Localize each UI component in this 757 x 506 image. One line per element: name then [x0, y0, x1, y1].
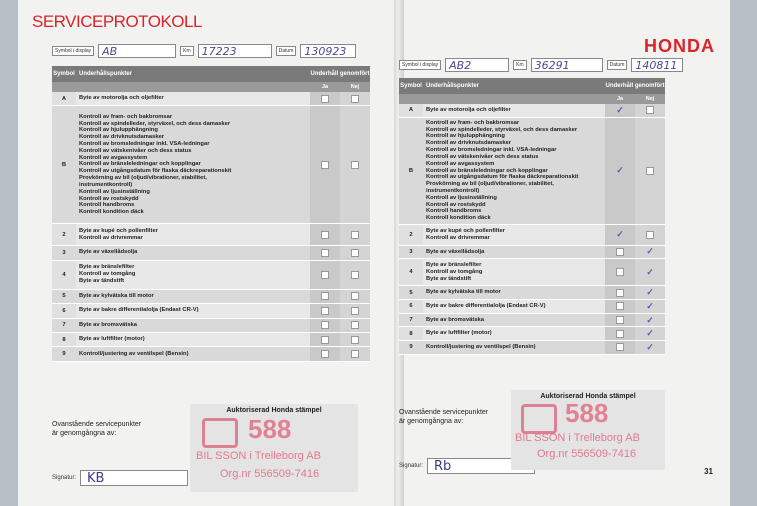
- header-items: Underhållspunkter: [79, 71, 133, 77]
- checkbox-nej[interactable]: [635, 259, 665, 285]
- table-header: [399, 78, 665, 94]
- row-symbol: A: [52, 92, 76, 105]
- symbol-label: Symbol i display: [399, 60, 441, 70]
- checkbox-nej[interactable]: [635, 104, 665, 117]
- checkbox-ja[interactable]: [605, 225, 635, 244]
- row-items: [423, 300, 605, 313]
- row-item-text: Kontroll av drivknutsdamasker: [79, 134, 165, 141]
- empty-checkbox-icon: [646, 167, 654, 175]
- header-ja: Ja: [616, 96, 624, 102]
- empty-checkbox-icon: [616, 343, 624, 351]
- table-row: [52, 319, 370, 333]
- checkbox-nej[interactable]: [340, 92, 370, 105]
- checkbox-ja[interactable]: [310, 319, 340, 332]
- row-symbol: 2: [399, 225, 423, 244]
- checkbox-nej[interactable]: [635, 225, 665, 244]
- km-label: Km: [180, 46, 194, 56]
- row-item-text: Byte av bromsvätska: [79, 321, 138, 328]
- table-subheader: [52, 82, 370, 92]
- checkbox-nej[interactable]: [635, 327, 665, 340]
- row-symbol: 3: [52, 246, 76, 259]
- empty-checkbox-icon: [616, 330, 624, 338]
- right-page: [393, 0, 723, 506]
- row-item-text: Kontroll av ljusinställning: [426, 194, 497, 201]
- row-item-text: Kontroll av bromsledningar inkl. VSA-ledningar: [79, 140, 210, 147]
- checkbox-nej[interactable]: [340, 304, 370, 317]
- row-item-text: Kontroll av utgångsdatum för flaska däckreparationskit: [426, 174, 579, 181]
- checkbox-nej[interactable]: [635, 246, 665, 259]
- footer-line2: är genomgångna av:: [52, 430, 117, 438]
- left-footer-text: [52, 420, 141, 439]
- symbol-value: AB2: [445, 58, 509, 72]
- signature-label: Signatur:: [52, 475, 77, 481]
- empty-checkbox-icon: [616, 289, 624, 297]
- footer-line2: är genomgångna av:: [399, 418, 464, 426]
- header-done: Underhåll genomfört: [310, 71, 370, 77]
- empty-checkbox-icon: [351, 336, 359, 344]
- row-item-text: Kontroll av drivremmar: [79, 234, 143, 241]
- km-value: 17223: [198, 44, 272, 58]
- row-symbol: B: [399, 118, 423, 225]
- row-symbol: 4: [52, 261, 76, 289]
- row-symbol: 6: [52, 304, 76, 317]
- check-mark-icon: ✓: [646, 246, 654, 257]
- row-symbol: 9: [52, 347, 76, 360]
- checkbox-nej[interactable]: [340, 333, 370, 346]
- left-signature: [52, 470, 188, 486]
- empty-checkbox-icon: [351, 350, 359, 358]
- row-item-text: Byte av motorolja och oljefilter: [426, 106, 511, 113]
- header-ja: Ja: [321, 84, 329, 90]
- checkbox-nej[interactable]: [340, 290, 370, 303]
- check-mark-icon: ✓: [646, 287, 654, 298]
- left-checklist-table: [52, 66, 370, 362]
- row-symbol: 5: [399, 286, 423, 299]
- signature-label: Signatur:: [399, 463, 424, 469]
- check-mark-icon: ✓: [616, 104, 624, 115]
- stamp-title: Auktoriserad Honda stämpel: [226, 407, 322, 414]
- header-nej: Nej: [350, 84, 360, 90]
- row-item-text: Kontroll av tomgång: [79, 271, 136, 278]
- honda-stamp-icon: [521, 404, 557, 434]
- row-item-text: Kontroll av tomgång: [426, 268, 483, 275]
- datum-label: Datum: [276, 46, 297, 56]
- row-item-text: Kontroll av bränsleledningar och kopplingar: [79, 161, 201, 168]
- row-items: [423, 104, 605, 117]
- row-item-text: Kontroll kondition däck: [79, 209, 144, 216]
- header-nej: Nej: [645, 96, 655, 102]
- table-row: [399, 327, 665, 341]
- empty-checkbox-icon: [351, 249, 359, 257]
- row-items: [423, 341, 605, 354]
- checkbox-nej[interactable]: [340, 347, 370, 360]
- datum-value: 130923: [300, 44, 356, 58]
- table-row: [52, 246, 370, 260]
- checkbox-ja[interactable]: [310, 224, 340, 245]
- row-item-text: Byte av luftfilter (motor): [79, 336, 145, 343]
- checkbox-nej[interactable]: [635, 286, 665, 299]
- row-item-text: Kontroll av vätskenivåer och dess status: [79, 147, 192, 154]
- row-item-text: Byte av bromsvätska: [426, 316, 485, 323]
- stamp-number: 588: [565, 398, 609, 428]
- empty-checkbox-icon: [321, 336, 329, 344]
- check-mark-icon: ✓: [646, 328, 654, 339]
- checkbox-ja[interactable]: [605, 104, 635, 117]
- row-items: [76, 304, 310, 317]
- checkbox-ja[interactable]: [310, 347, 340, 360]
- empty-checkbox-icon: [321, 231, 329, 239]
- row-item-text: Kontroll av hjulupphängning: [79, 127, 158, 134]
- right-footer-text: [399, 408, 488, 427]
- footer-line1: Ovanstående servicepunkter: [52, 421, 142, 428]
- row-item-text: instrumentkontroll): [79, 181, 133, 188]
- signature-value: KB: [80, 470, 188, 486]
- row-item-text: Byte av växellådsolja: [79, 249, 138, 256]
- checkbox-ja[interactable]: [310, 261, 340, 289]
- checkbox-nej[interactable]: [635, 314, 665, 327]
- row-item-text: instrumentkontroll): [426, 188, 480, 194]
- row-item-text: Kontroll av avgassystem: [426, 160, 495, 167]
- checkbox-ja[interactable]: [605, 286, 635, 299]
- table-row: [52, 290, 370, 304]
- checkbox-nej[interactable]: [340, 319, 370, 332]
- checkbox-ja[interactable]: [310, 106, 340, 223]
- empty-checkbox-icon: [351, 231, 359, 239]
- row-item-text: Kontroll/justering av ventilspel (Bensin): [426, 344, 536, 351]
- row-item-text: Kontroll av drivknutsdamasker: [426, 140, 512, 147]
- table-row: [399, 286, 665, 300]
- row-item-text: Kontroll av bromsledningar inkl. VSA-ledningar: [426, 147, 557, 154]
- table-row: [399, 104, 665, 118]
- row-items: [423, 118, 605, 225]
- table-row: [399, 225, 665, 245]
- row-items: [76, 92, 310, 105]
- row-items: [76, 333, 310, 346]
- row-symbol: 7: [399, 314, 423, 327]
- right-checklist-table: [399, 78, 665, 355]
- row-item-text: Provkörning av bil (oljud/vibrationer, stabilitet,: [426, 181, 554, 188]
- row-items: [76, 261, 310, 289]
- empty-checkbox-icon: [351, 307, 359, 315]
- datum-value: 140811: [631, 58, 683, 72]
- check-mark-icon: ✓: [616, 165, 624, 176]
- table-row: [52, 224, 370, 246]
- table-subheader: [399, 94, 665, 104]
- check-mark-icon: ✓: [646, 300, 654, 311]
- checkbox-ja[interactable]: [605, 118, 635, 225]
- header-symbol: Symbol: [400, 83, 422, 89]
- table-row: [399, 341, 665, 355]
- table-row: [399, 118, 665, 226]
- row-items: [76, 319, 310, 332]
- stamp-line3: Org.nr 556509-7416: [537, 448, 637, 460]
- row-item-text: Kontroll av vätskenivåer och dess status: [426, 153, 539, 160]
- row-items: [423, 286, 605, 299]
- empty-checkbox-icon: [351, 271, 359, 279]
- table-row: [52, 333, 370, 347]
- row-item-text: Kontroll av spindelleder, styrväxel, och dess damasker: [426, 126, 578, 133]
- empty-checkbox-icon: [321, 292, 329, 300]
- row-item-text: Kontroll av ljusinställning: [79, 188, 150, 195]
- empty-checkbox-icon: [351, 95, 359, 103]
- row-items: [423, 259, 605, 285]
- row-item-text: Byte av tändstift: [426, 275, 472, 282]
- empty-checkbox-icon: [616, 316, 624, 324]
- check-mark-icon: ✓: [616, 229, 624, 240]
- empty-checkbox-icon: [321, 350, 329, 358]
- left-header-fields: [52, 44, 356, 58]
- table-row: [52, 92, 370, 106]
- symbol-label: Symbol i display: [52, 46, 94, 56]
- checkbox-ja[interactable]: [605, 300, 635, 313]
- row-symbol: 8: [399, 327, 423, 340]
- row-item-text: Byte av kylvätska till motor: [426, 289, 501, 296]
- row-item-text: Byte av kylvätska till motor: [79, 293, 154, 300]
- row-items: [76, 246, 310, 259]
- table-row: [52, 304, 370, 318]
- table-header: [52, 66, 370, 82]
- checkbox-ja[interactable]: [310, 92, 340, 105]
- row-symbol: 9: [399, 341, 423, 354]
- row-item-text: Kontroll av fram- och bakbromsar: [79, 113, 173, 120]
- checkbox-nej[interactable]: [340, 246, 370, 259]
- table-row: [399, 314, 665, 328]
- row-item-text: Kontroll av rostskydd: [79, 195, 139, 202]
- table-row: [399, 300, 665, 314]
- row-symbol: B: [52, 106, 76, 223]
- row-item-text: Kontroll av spindelleder, styrväxel, och dess damasker: [79, 120, 231, 127]
- left-page: [30, 0, 370, 506]
- table-row: [399, 246, 665, 260]
- empty-checkbox-icon: [616, 248, 624, 256]
- empty-checkbox-icon: [616, 268, 624, 276]
- empty-checkbox-icon: [321, 95, 329, 103]
- stamp-title: Auktoriserad Honda stämpel: [540, 393, 636, 400]
- row-items: [423, 314, 605, 327]
- row-item-text: Byte av bakre differentialolja (Endast CR-V): [79, 307, 199, 314]
- table-row: [52, 261, 370, 290]
- km-value: 36291: [531, 58, 603, 72]
- row-item-text: Byte av motorolja och oljefilter: [79, 95, 164, 102]
- row-symbol: 8: [52, 333, 76, 346]
- honda-logo: HONDA: [644, 36, 715, 56]
- row-symbol: 5: [52, 290, 76, 303]
- checkbox-nej[interactable]: [340, 224, 370, 245]
- check-mark-icon: ✓: [646, 266, 654, 277]
- empty-checkbox-icon: [321, 249, 329, 257]
- empty-checkbox-icon: [646, 231, 654, 239]
- header-items: Underhållspunkter: [426, 83, 480, 89]
- checkbox-ja[interactable]: [310, 304, 340, 317]
- row-item-text: Byte av kupé och pollenfilter: [426, 228, 505, 235]
- checkbox-ja[interactable]: [310, 290, 340, 303]
- empty-checkbox-icon: [321, 321, 329, 329]
- row-items: [423, 225, 605, 244]
- row-item-text: Kontroll av hjulupphängning: [426, 133, 505, 140]
- check-mark-icon: ✓: [646, 314, 654, 325]
- row-item-text: Kontroll av bränsleledningar och kopplingar: [426, 167, 548, 174]
- row-item-text: Kontroll av fram- och bakbromsar: [426, 119, 520, 126]
- row-item-text: Byte av kupé och pollenfilter: [79, 227, 158, 234]
- row-item-text: Byte av bakre differentialolja (Endast CR-V): [426, 302, 546, 309]
- empty-checkbox-icon: [351, 321, 359, 329]
- header-symbol: Symbol: [53, 71, 75, 77]
- footer-line1: Ovanstående servicepunkter: [399, 409, 489, 416]
- empty-checkbox-icon: [351, 292, 359, 300]
- empty-checkbox-icon: [321, 271, 329, 279]
- row-item-text: Byte av växellådsolja: [426, 248, 485, 255]
- table-row: [52, 347, 370, 361]
- row-items: [76, 347, 310, 360]
- honda-stamp-icon: [202, 418, 238, 448]
- row-item-text: Byte av bränslefilter: [79, 264, 135, 271]
- checkbox-ja[interactable]: [605, 327, 635, 340]
- check-mark-icon: ✓: [646, 341, 654, 352]
- row-item-text: Kontroll kondition däck: [426, 215, 491, 222]
- right-header-fields: [399, 58, 683, 72]
- empty-checkbox-icon: [646, 106, 654, 114]
- checkbox-ja[interactable]: [310, 333, 340, 346]
- checkbox-nej[interactable]: [340, 261, 370, 289]
- row-symbol: 6: [399, 300, 423, 313]
- checkbox-nej[interactable]: [635, 300, 665, 313]
- page-title: SERVICEPROTOKOLL: [32, 12, 202, 31]
- empty-checkbox-icon: [321, 161, 329, 169]
- table-row: [52, 106, 370, 224]
- row-symbol: 2: [52, 224, 76, 245]
- row-item-text: Byte av luftfilter (motor): [426, 330, 492, 337]
- symbol-value: AB: [98, 44, 176, 58]
- row-item-text: Kontroll av rostskydd: [426, 201, 486, 208]
- row-items: [423, 246, 605, 259]
- checkbox-ja[interactable]: [605, 314, 635, 327]
- checkbox-nej[interactable]: [635, 118, 665, 225]
- checkbox-nej[interactable]: [635, 341, 665, 354]
- row-item-text: Byte av tändstift: [79, 278, 125, 285]
- empty-checkbox-icon: [321, 307, 329, 315]
- stamp-number: 588: [248, 414, 292, 444]
- row-item-text: Provkörning av bil (oljud/vibrationer, stabilitet,: [79, 175, 207, 182]
- checkbox-nej[interactable]: [340, 106, 370, 223]
- km-label: Km: [513, 60, 527, 70]
- stamp-line2: BIL SSON i Trelleborg AB: [515, 432, 640, 444]
- stamp-line3: Org.nr 556509-7416: [220, 468, 320, 480]
- row-items: [423, 327, 605, 340]
- checkbox-ja[interactable]: [605, 246, 635, 259]
- row-symbol: 7: [52, 319, 76, 332]
- row-item-text: Kontroll av avgassystem: [79, 154, 148, 161]
- left-dealer-stamp: [190, 404, 358, 492]
- checkbox-ja[interactable]: [605, 259, 635, 285]
- checkbox-ja[interactable]: [605, 341, 635, 354]
- datum-label: Datum: [607, 60, 628, 70]
- page-number: 31: [704, 467, 713, 476]
- row-item-text: Kontroll/justering av ventilspel (Bensin): [79, 350, 189, 357]
- right-dealer-stamp: [511, 390, 665, 470]
- row-items: [76, 106, 310, 223]
- row-symbol: A: [399, 104, 423, 117]
- table-row: [399, 259, 665, 286]
- checkbox-ja[interactable]: [310, 246, 340, 259]
- row-item-text: Kontroll handbroms: [426, 208, 482, 215]
- signature-value: Rb: [427, 458, 535, 474]
- row-items: [76, 224, 310, 245]
- row-symbol: 4: [399, 259, 423, 285]
- row-item-text: Kontroll av utgångsdatum för flaska däckreparationskit: [79, 168, 232, 175]
- row-item-text: Byte av bränslefilter: [426, 262, 482, 269]
- row-items: [76, 290, 310, 303]
- row-symbol: 3: [399, 246, 423, 259]
- empty-checkbox-icon: [351, 161, 359, 169]
- header-done: Underhåll genomfört: [605, 83, 665, 89]
- row-item-text: Kontroll handbroms: [79, 202, 135, 209]
- row-item-text: Kontroll av drivremmar: [426, 234, 490, 241]
- stamp-line2: BIL SSON i Trelleborg AB: [196, 450, 321, 462]
- empty-checkbox-icon: [616, 302, 624, 310]
